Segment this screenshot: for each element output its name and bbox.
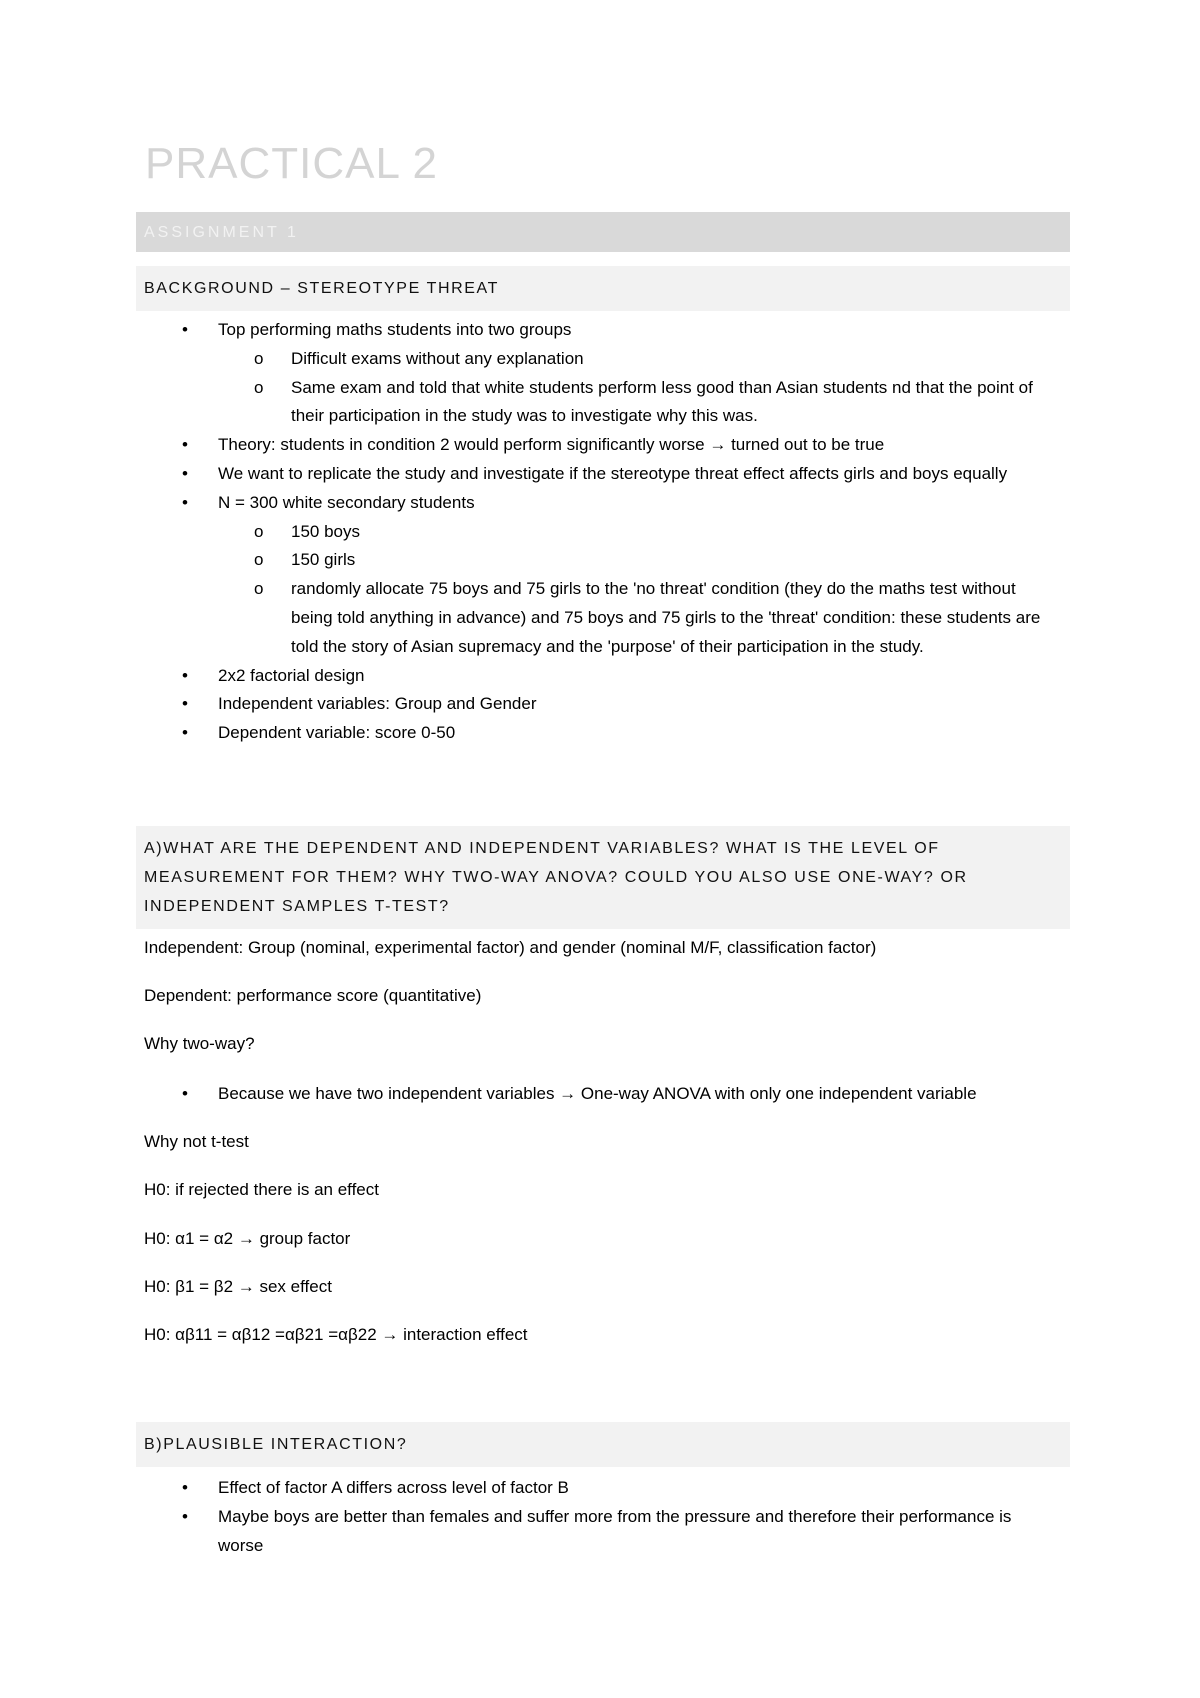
dependent-text: Dependent: performance score (quantitative)	[144, 986, 482, 1005]
list-item: o 150 boys	[136, 518, 1056, 547]
list-item: • 2x2 factorial design	[136, 662, 1056, 691]
circle-bullet-icon: o	[254, 348, 264, 368]
bullet-icon: •	[182, 1084, 188, 1103]
why-not-ttest-text: Why not t-test	[144, 1132, 249, 1151]
h0-interaction-text: H0: αβ11 = αβ12 =αβ21 =αβ22 → interaction effect	[144, 1325, 528, 1344]
bullet-icon: •	[182, 1478, 188, 1497]
interaction-list	[136, 1474, 1056, 1560]
list-item: • Independent variables: Group and Gender	[136, 690, 1056, 719]
question-a-heading: A)WHAT ARE THE DEPENDENT AND INDEPENDENT VARIABLES? WHAT IS THE LEVEL OF MEASUREMENT FOR THEM? WHY TWO-WAY ANOVA? COULD YOU ALSO USE ONE-WAY? OR INDEPENDENT SAMPLES T-TEST?	[136, 826, 1070, 929]
list-item: • Theory: students in condition 2 would perform significantly worse → turned out to be true	[136, 431, 1056, 460]
circle-bullet-icon: o	[254, 377, 264, 397]
two-way-list	[136, 1080, 1056, 1109]
why-two-way-text: Why two-way?	[144, 1034, 255, 1053]
background-heading: BACKGROUND – STEREOTYPE THREAT	[136, 266, 1070, 311]
list-item: • Top performing maths students into two groups	[136, 316, 1056, 345]
assignment-heading-bar	[136, 212, 1070, 252]
page-title: PRACTICAL 2	[145, 139, 439, 188]
bullet-icon: •	[182, 723, 188, 743]
bullet-icon: •	[182, 463, 188, 483]
bullet-icon: •	[182, 492, 188, 512]
bullet-icon: •	[182, 694, 188, 714]
bullet-icon: •	[182, 320, 188, 339]
list-item: • Effect of factor A differs across level of factor B	[136, 1474, 1056, 1503]
h0-general-text: H0: if rejected there is an effect	[144, 1180, 379, 1199]
list-item: o Difficult exams without any explanation	[136, 345, 1056, 374]
list-item: o Same exam and told that white students perform less good than Asian students nd that the point of their participation in the study was to investigate why this was.	[136, 374, 1056, 432]
question-b-heading: B)PLAUSIBLE INTERACTION?	[136, 1422, 1070, 1467]
list-item: o randomly allocate 75 boys and 75 girls to the 'no threat' condition (they do the maths test without being told anything in advance) and 75 boys and 75 girls to the 'threat' condition: these students are told the story of Asian supremacy and the 'purpose' of their participation in the study.	[136, 575, 1056, 661]
bullet-icon: •	[182, 665, 188, 685]
assignment-heading: ASSIGNMENT 1	[144, 224, 299, 241]
list-item: • Dependent variable: score 0-50	[136, 719, 1056, 748]
background-list	[136, 316, 1056, 748]
circle-bullet-icon: o	[254, 521, 264, 541]
list-item: o 150 girls	[136, 546, 1056, 575]
h0-group-text: H0: α1 = α2 → group factor	[144, 1229, 351, 1248]
list-item: • Maybe boys are better than females and suffer more from the pressure and therefore their performance is worse	[136, 1503, 1056, 1561]
h0-sex-text: H0: β1 = β2 → sex effect	[144, 1277, 332, 1296]
list-item: • N = 300 white secondary students	[136, 489, 1056, 518]
circle-bullet-icon: o	[254, 550, 264, 570]
independent-text: Independent: Group (nominal, experimental factor) and gender (nominal M/F, classification factor)	[144, 938, 877, 957]
circle-bullet-icon: o	[254, 579, 264, 599]
list-item: • We want to replicate the study and investigate if the stereotype threat effect affects girls and boys equally	[136, 460, 1056, 489]
bullet-icon: •	[182, 435, 188, 455]
list-item: • Because we have two independent variables → One-way ANOVA with only one independent variable	[136, 1080, 1056, 1109]
bullet-icon: •	[182, 1506, 188, 1526]
